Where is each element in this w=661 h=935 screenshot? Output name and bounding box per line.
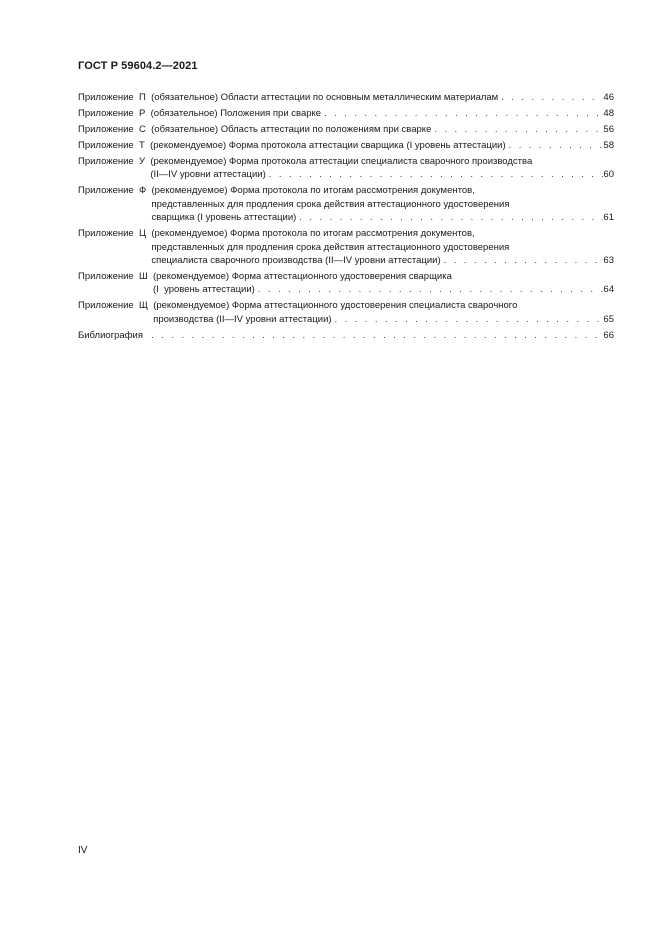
toc-entry-appendix-shch[interactable] <box>78 299 614 326</box>
toc-entry-title-line: (рекомендуемое) Форма протокола по итогам рассмотрения документов, <box>151 228 475 240</box>
toc-page-number: 48 <box>603 108 614 119</box>
toc-entry-prefix: Приложение Р <box>78 108 151 119</box>
toc-entry-title-last-line: (I уровень аттестации) <box>152 284 255 296</box>
toc-leader-dots <box>296 211 603 224</box>
toc-page-number: 46 <box>603 92 614 103</box>
toc-entry-title-line: (рекомендуемое) Форма аттестационного удостоверения специалиста сварочного <box>153 300 518 312</box>
toc-entry-prefix: Приложение Ц <box>78 228 152 240</box>
toc-entry-title-line: представленных для продления срока действия аттестационного удостоверения <box>151 198 510 210</box>
toc-entry-title-last-line: специалиста сварочного производства (II—IV уровни аттестации) <box>151 255 441 267</box>
toc-leader-dots <box>148 329 603 342</box>
toc-entry-appendix-r[interactable] <box>78 107 614 120</box>
toc-page-number: 61 <box>603 212 614 224</box>
toc-entry-title: Библиография <box>78 329 149 341</box>
toc-entry-prefix: Приложение У <box>78 156 151 167</box>
toc-page-number: 58 <box>603 140 614 151</box>
toc-entry-prefix: Приложение Т <box>78 140 151 151</box>
toc-leader-dots <box>431 123 603 136</box>
toc-entry-prefix: Приложение Щ <box>78 300 154 312</box>
toc-entry-appendix-ts[interactable] <box>78 227 614 267</box>
toc-leader-dots <box>266 168 604 181</box>
toc-page-number: 63 <box>603 255 614 267</box>
toc-leader-dots <box>332 313 604 326</box>
toc-page-number: 65 <box>603 313 614 325</box>
toc-entry-title: (обязательное) Область аттестации по положениям при сварке <box>151 124 432 135</box>
toc-leader-dots <box>441 254 604 267</box>
toc-entry-appendix-u[interactable] <box>78 155 614 182</box>
page-header-standard-number: ГОСТ Р 59604.2—2021 <box>78 60 198 72</box>
toc-page-number: 56 <box>603 124 614 135</box>
toc-entry-prefix: Приложение С <box>78 124 152 135</box>
toc-entry-bibliography[interactable] <box>78 329 614 342</box>
toc-entry-title-last-line: (II—IV уровни аттестации) <box>150 169 266 181</box>
table-of-contents <box>78 91 614 345</box>
toc-leader-dots <box>506 139 604 152</box>
toc-leader-dots <box>321 107 603 120</box>
toc-entry-title: (обязательное) Положения при сварке <box>150 108 322 119</box>
toc-entry-title-last-line: сварщика (I уровень аттестации) <box>151 212 297 224</box>
toc-entry-appendix-f[interactable] <box>78 184 614 224</box>
toc-entry-title-last-line: производства (II—IV уровни аттестации) <box>153 313 332 325</box>
toc-entry-appendix-sh[interactable] <box>78 270 614 297</box>
toc-entry-title-line: (рекомендуемое) Форма аттестационного удостоверения сварщика <box>152 271 452 283</box>
toc-page-number: 60 <box>603 169 614 181</box>
toc-entry-title-line: представленных для продления срока действия аттестационного удостоверения <box>151 241 510 253</box>
toc-entry-title-line: (рекомендуемое) Форма протокола по итогам рассмотрения документов, <box>151 185 475 197</box>
toc-leader-dots <box>255 283 604 296</box>
toc-entry-prefix: Приложение П <box>78 92 152 103</box>
toc-page-number: 66 <box>603 329 614 341</box>
toc-entry-title: (рекомендуемое) Форма протокола аттестации сварщика (I уровень аттестации) <box>150 140 506 151</box>
toc-entry-appendix-s[interactable] <box>78 123 614 136</box>
toc-entry-prefix: Приложение Ф <box>78 185 152 197</box>
toc-entry-appendix-t[interactable] <box>78 139 614 152</box>
toc-entry-title: (обязательное) Области аттестации по основным металлическим материалам <box>151 92 499 103</box>
toc-leader-dots <box>498 91 603 104</box>
toc-entry-prefix: Приложение Ш <box>78 271 153 283</box>
toc-page-number: 64 <box>603 284 614 296</box>
toc-entry-title-line: (рекомендуемое) Форма протокола аттестации специалиста сварочного производства <box>150 156 533 167</box>
toc-entry-appendix-p[interactable] <box>78 91 614 104</box>
page-number-footer: IV <box>78 845 88 856</box>
